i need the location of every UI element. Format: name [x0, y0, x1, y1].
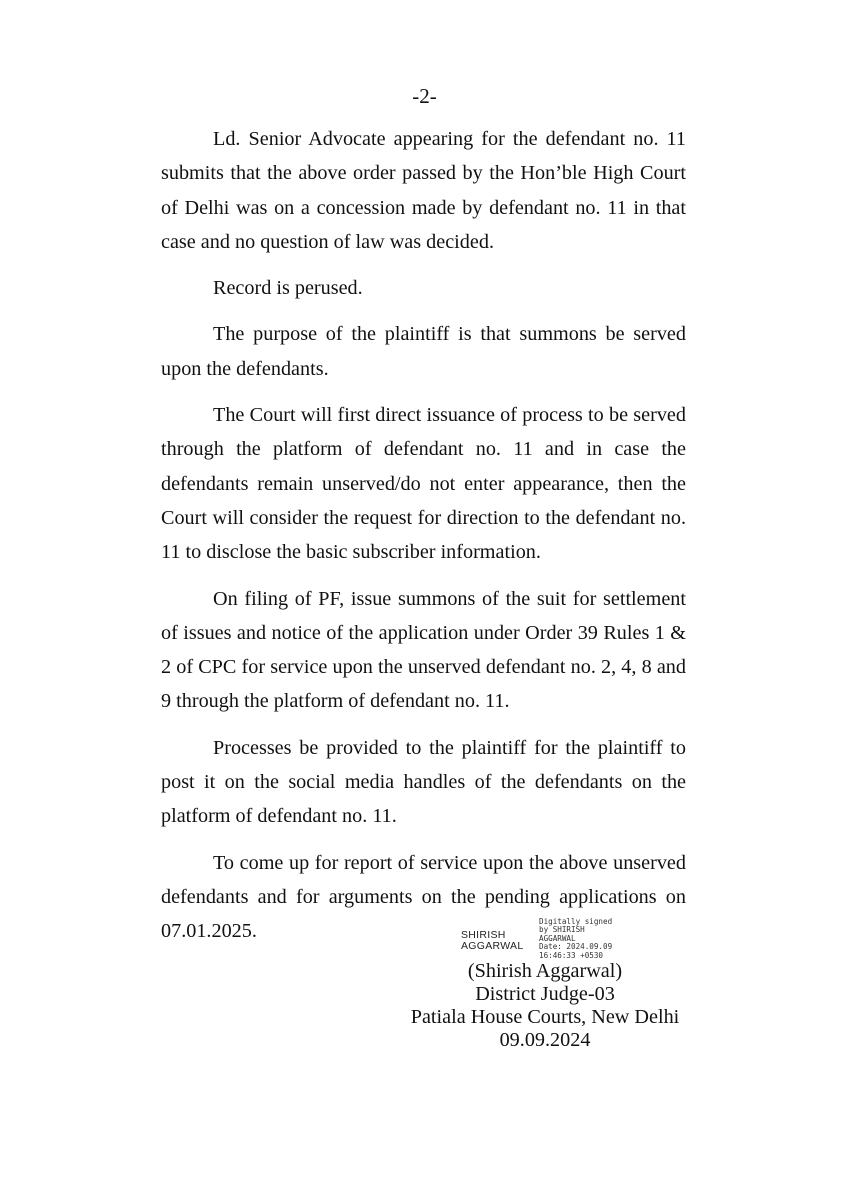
digital-signature-line5: 16:46:33 +0530: [539, 950, 604, 960]
paragraph-court-direction: The Court will first direct issuance of process to be served through the platform of defendant no. 11 and in case the defendants remain unserved/do not enter appearance, then the Court will consider the request for direction to the defendant no. 11 to disclose the basic subscriber information.: [161, 404, 686, 564]
order-date: 09.09.2024: [499, 1029, 591, 1051]
signature-block: [410, 960, 680, 1052]
paragraph-processes-provided: Processes be provided to the plaintiff for the plaintiff to post it on the social media handles of the defendants on the platform of defendant no. 11.: [161, 736, 686, 828]
digital-signature-details: [539, 918, 612, 960]
paragraph-next-date: To come up for report of service upon the above unserved defendants and for arguments on the pending applications on 07.01.2025.: [161, 851, 686, 943]
digital-signature-line2: by SHIRISH: [539, 925, 585, 935]
digital-signature-line4: Date: 2024.09.09: [539, 942, 613, 952]
paragraph-senior-advocate-submission: Ld. Senior Advocate appearing for the defendant no. 11 submits that the above order passed by the Hon’ble High Court of Delhi was on a concession made by defendant no. 11 in that case and no question of law was decided.: [161, 128, 686, 253]
paragraph-plaintiff-purpose: The purpose of the plaintiff is that summons be served upon the defendants.: [161, 323, 686, 380]
page-number: -2-: [412, 84, 437, 108]
digital-signature-name-line1: SHIRISH: [461, 929, 506, 941]
judge-name: (Shirish Aggarwal): [467, 960, 623, 982]
order-body: [161, 122, 686, 961]
court-name: Patiala House Courts, New Delhi: [410, 1006, 680, 1028]
digital-signature-name-line2: AGGARWAL: [461, 940, 524, 952]
judge-designation: District Judge-03: [475, 983, 615, 1005]
paragraph-summons-issuance: On filing of PF, issue summons of the suit for settlement of issues and notice of the application under Order 39 Rules 1 & 2 of CPC for service upon the unserved defendant no. 2, 4, 8 and 9 through the platform of defendant no. 11.: [161, 587, 686, 713]
paragraph-record-perused: Record is perused.: [213, 277, 363, 300]
digital-signature-line1: Digitally signed: [539, 917, 613, 926]
digital-signature-line3: AGGARWAL: [539, 933, 576, 943]
digital-signature-name: [461, 930, 524, 952]
